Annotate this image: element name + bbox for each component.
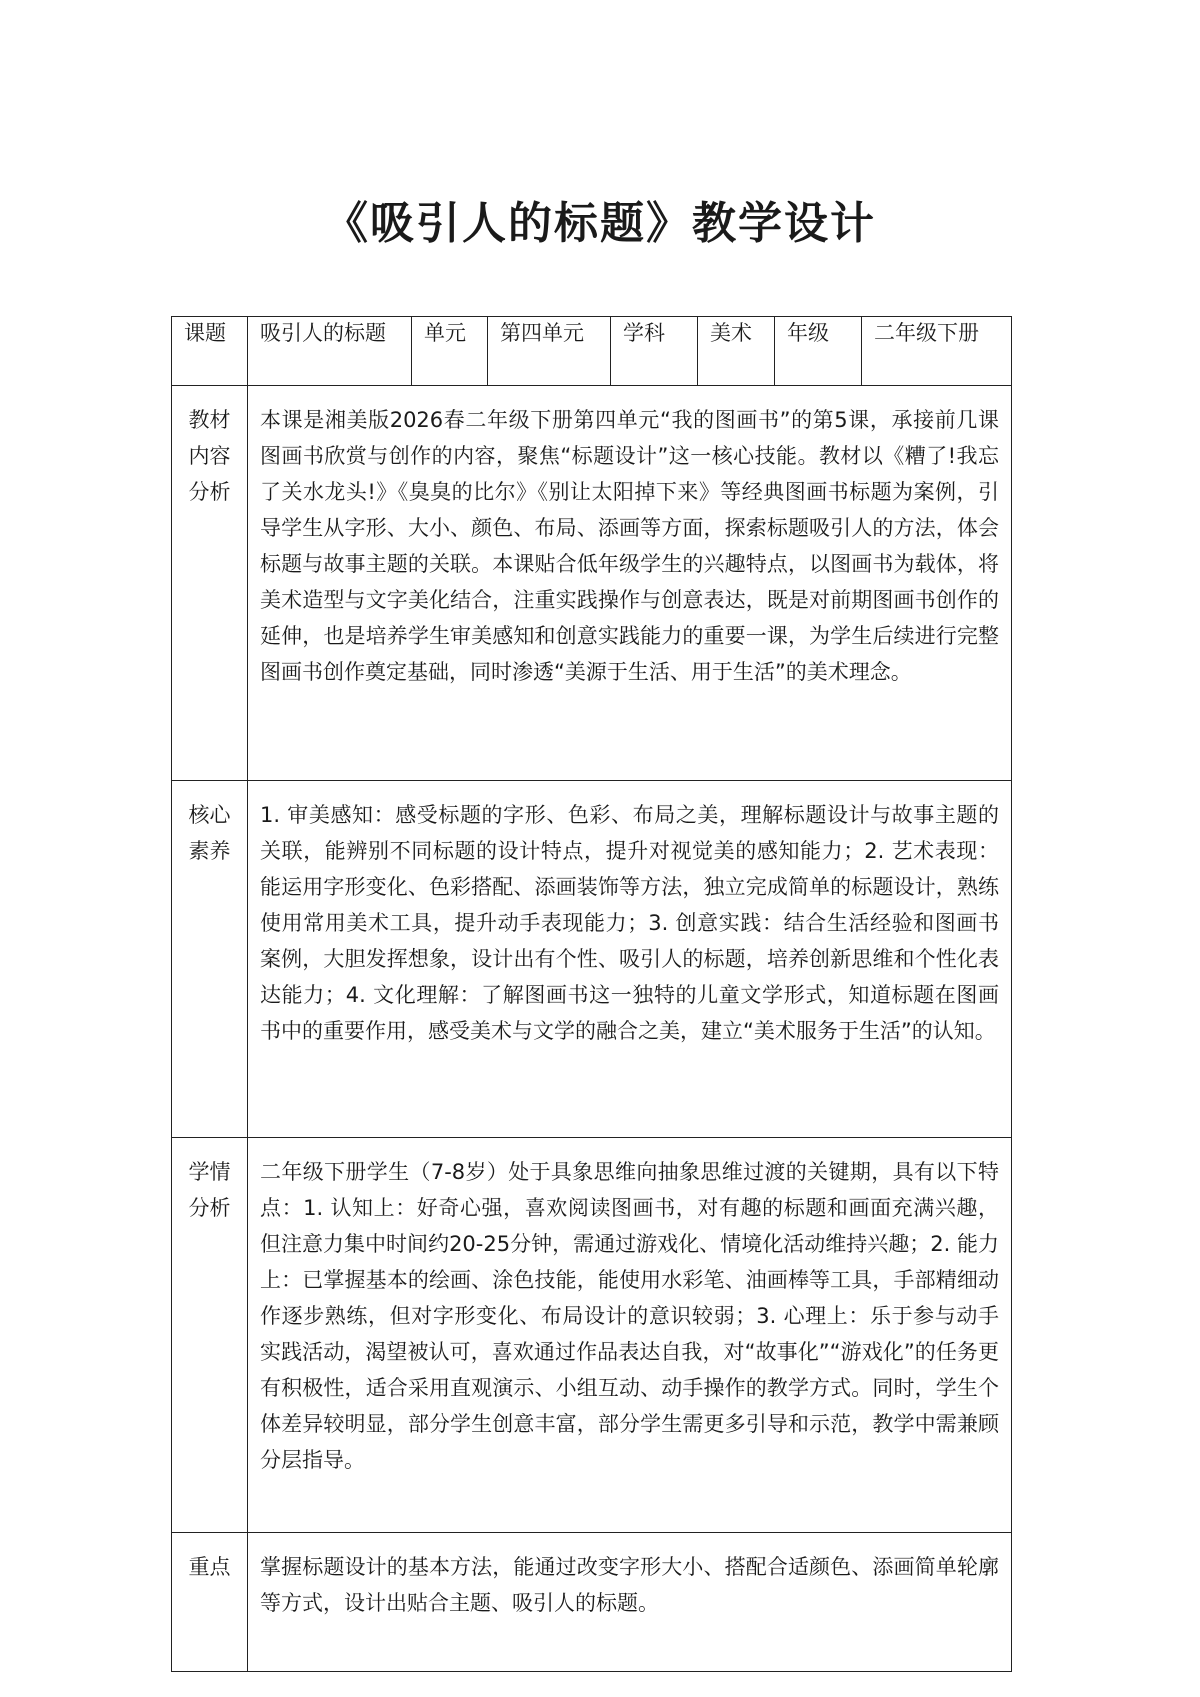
lesson-plan-table: [171, 316, 1012, 1672]
section-label: [172, 1138, 248, 1533]
meta-row: [172, 317, 1012, 386]
section-label-line: 分析: [188, 1196, 231, 1220]
unit-label: 单元: [412, 317, 488, 386]
grade-value: 二年级下册: [862, 317, 1012, 386]
subject-value: 美术: [698, 317, 775, 386]
section-label-line: 学情: [188, 1160, 231, 1184]
subject-label: 学科: [611, 317, 698, 386]
section-label-line: 内容: [188, 444, 231, 468]
section-content: 本课是湘美版2026春二年级下册第四单元“我的图画书”的第5课，承接前几课图画书欣赏与创作的内容，聚焦“标题设计”这一核心技能。教材以《糟了!我忘了关水龙头!》《臭臭的比尔》《别让太阳掉下来》等经典图画书标题为案例，引导学生从字形、大小、颜色、布局、添画等方面，探索标题吸引人的方法，体会标题与故事主题的关联。本课贴合低年级学生的兴趣特点，以图画书为载体，将美术造型与文字美化结合，注重实践操作与创意表达，既是对前期图画书创作的延伸，也是培养学生审美感知和创意实践能力的重要一课，为学生后续进行完整图画书创作奠定基础，同时渗透“美源于生活、用于生活”的美术理念。: [248, 386, 1012, 781]
section-label: [172, 781, 248, 1138]
section-label-line: 重点: [188, 1555, 231, 1579]
section-label-line: 核心: [188, 803, 231, 827]
unit-value: 第四单元: [488, 317, 611, 386]
section-row-key-points: [172, 1533, 1012, 1672]
section-content: 掌握标题设计的基本方法，能通过改变字形大小、搭配合适颜色、添画简单轮廓等方式，设计出贴合主题、吸引人的标题。: [248, 1533, 1012, 1672]
section-label-line: 素养: [188, 839, 231, 863]
section-content: 二年级下册学生（7-8岁）处于具象思维向抽象思维过渡的关键期，具有以下特点：1. 认知上：好奇心强，喜欢阅读图画书，对有趣的标题和画面充满兴趣，但注意力集中时间约20-25分钟，需通过游戏化、情境化活动维持兴趣；2. 能力上：已掌握基本的绘画、涂色技能，能使用水彩笔、油画棒等工具，手部精细动作逐步熟练，但对字形变化、布局设计的意识较弱；3. 心理上：乐于参与动手实践活动，渴望被认可，喜欢通过作品表达自我，对“故事化”“游戏化”的任务更有积极性，适合采用直观演示、小组互动、动手操作的教学方式。同时，学生个体差异较明显，部分学生创意丰富，部分学生需更多引导和示范，教学中需兼顾分层指导。: [248, 1138, 1012, 1533]
section-label-line: 教材: [188, 408, 231, 432]
topic-value: 吸引人的标题: [248, 317, 412, 386]
section-row-core-literacy: [172, 781, 1012, 1138]
section-label: [172, 1533, 248, 1672]
section-label: [172, 386, 248, 781]
section-row-material-analysis: [172, 386, 1012, 781]
section-content: 1. 审美感知：感受标题的字形、色彩、布局之美，理解标题设计与故事主题的关联，能辨别不同标题的设计特点，提升对视觉美的感知能力；2. 艺术表现：能运用字形变化、色彩搭配、添画装饰等方法，独立完成简单的标题设计，熟练使用常用美术工具，提升动手表现能力；3. 创意实践：结合生活经验和图画书案例，大胆发挥想象，设计出有个性、吸引人的标题，培养创新思维和个性化表达能力；4. 文化理解：了解图画书这一独特的儿童文学形式，知道标题在图画书中的重要作用，感受美术与文学的融合之美，建立“美术服务于生活”的认知。: [248, 781, 1012, 1138]
grade-label: 年级: [775, 317, 862, 386]
section-row-student-analysis: [172, 1138, 1012, 1533]
topic-label: 课题: [172, 317, 248, 386]
document-title: 《吸引人的标题》教学设计: [324, 198, 876, 249]
section-label-line: 分析: [188, 480, 231, 504]
